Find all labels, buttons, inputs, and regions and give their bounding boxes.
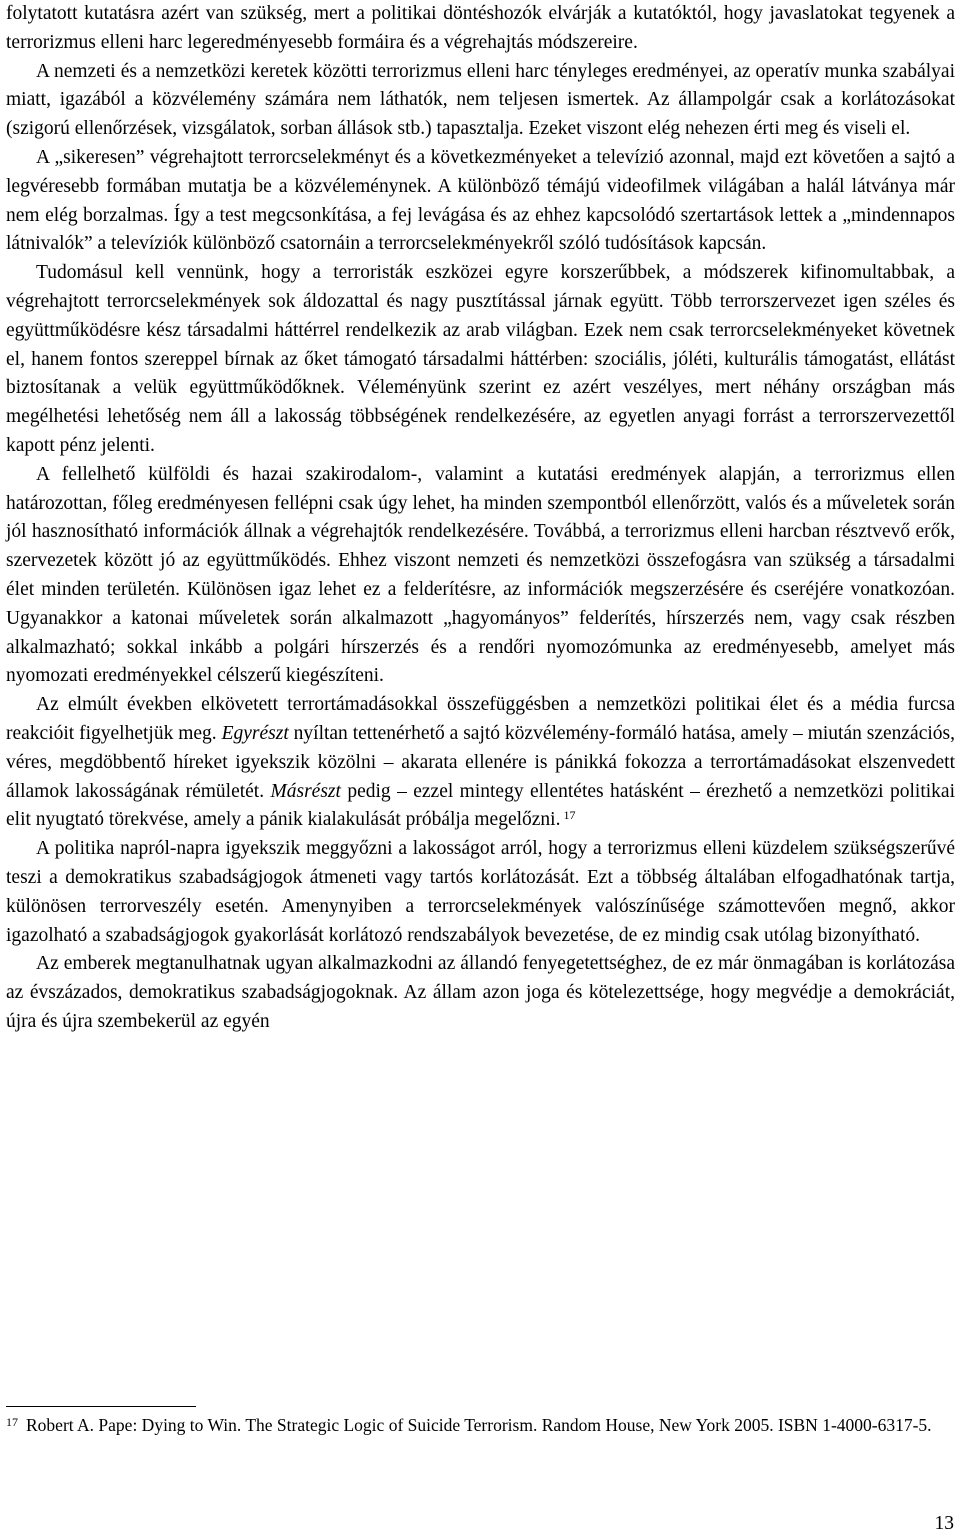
paragraph <box>6 691 955 835</box>
paragraph <box>6 144 955 259</box>
paragraph-text: A nemzeti és a nemzetközi keretek közötti terrorizmus elleni harc tényleges eredményei, az operatív munka szabályai miatt, igazából a közvélemény számára nem láthatók, nem teljesen ismertek. Az állampolgár csak a korlátozásokat (szigorú ellenőrzések, vizsgálatok, sorban állások stb.) tapasztalja. Ezeket viszont elég nehezen érti meg és viseli el. <box>6 60 955 140</box>
paragraph <box>6 835 955 950</box>
document-body <box>6 0 955 1037</box>
paragraph-text: A „sikeresen” végrehajtott terrorcselekményt és a következményeket a televízió azonnal, majd ezt követően a sajtó a legvéresebb formában mutatja be a közvéleménynek. A különböző témájú videofilmek világában a halál látványa már nem elég borzalmas. Így a test megcsonkítása, a fej levágása és az ehhez kapcsolódó szertartások lettek a „mindennapos látnivalók” a televíziók különböző csatornáin a terrorcselekményekről szóló tudósítások kapcsán. <box>6 146 955 255</box>
paragraph <box>6 461 955 691</box>
paragraph-text: Az elmúlt években elkövetett terrortámadásokkal összefüggésben a nemzetközi politikai élet és a média furcsa reakcióit figyelhetjük meg. <box>6 694 955 744</box>
footnote-reference: 17 <box>563 808 576 823</box>
emphasis-text: Másrészt <box>270 780 341 802</box>
paragraph-text: pedig – ezzel mintegy ellentétes hatásként – érezhető a nemzetközi politikai elit nyugtató törekvése, amely a pánik kialakulását próbálja megelőzni. <box>6 780 955 831</box>
footnote-text: Robert A. Pape: Dying to Win. The Strategic Logic of Suicide Terrorism. Random House, New York 2005. ISBN 1-4000-6317-5. <box>26 1415 932 1435</box>
paragraph-text: nyíltan tettenérhető a sajtó közvélemény-formáló hatása, amely – miután szenzációs, véres, megdöbbentő híreket igyekszik közölni – akarata ellenére is pánikká fokozza a terrortámadásokat elszenvedett államok lakosságának rémületét. <box>6 722 956 802</box>
emphasis-text: Egyrészt <box>221 722 289 744</box>
paragraph <box>6 259 955 461</box>
footnote <box>6 1412 955 1438</box>
footnote-number: 17 <box>6 1415 18 1429</box>
footnote-separator <box>6 1406 196 1407</box>
paragraph <box>6 0 955 58</box>
paragraph-text: folytatott kutatásra azért van szükség, mert a politikai döntéshozók elvárják a kutatóktól, hogy javaslatokat tegyenek a terrorizmus elleni harc legeredményesebb formáira és a végrehajtás módszereire. <box>6 3 955 53</box>
paragraph-text: Tudomásul kell vennünk, hogy a terroristák eszközei egyre korszerűbbek, a módszerek kifinomultabbak, a végrehajtott terrorcselekmények sok áldozattal és nagy pusztítással járnak együtt. Több terrorszervezet igen széles és együttműködésre kész társadalmi háttérrel rendelkezik az arab világban. Ezek nem csak terrorcselekményeket követnek el, hanem fontos szereppel bírnak az őket támogató társadalmi háttérben: szociális, jóléti, kulturális támogatást, ellátást biztosítanak a velük együttműködőknek. Véleményünk szerint ez azért veszélyes, mert néhány országban más megélhetési lehetőség nem áll a lakosság többségének rendelkezésére, az egyetlen anyagi forrást a terrorszervezettől kapott pénz jelenti. <box>6 262 955 456</box>
page-number: 13 <box>934 1513 954 1534</box>
paragraph <box>6 58 955 144</box>
paragraph-text: Az emberek megtanulhatnak ugyan alkalmazkodni az állandó fenyegetettséghez, de ez már önmagában is korlátozása az évszázados, demokratikus szabadságjogoknak. Az állam azon joga és kötelezettsége, hogy megvédje a demokráciát, újra és újra szembekerül az egyén <box>6 953 955 1032</box>
paragraph-text: A fellelhető külföldi és hazai szakirodalom-, valamint a kutatási eredmények alapján, a terrorizmus ellen határozottan, főleg eredményesen fellépni csak úgy lehet, ha minden szempontból ellenőrzött, valós és a műveletek során jól hasznosítható információk állnak a végrehajtók rendelkezésére. Továbbá, a terrorizmus elleni harcban résztvevő erők, szervezetek között jó az együttműködés. Ehhez viszont nemzeti és nemzetközi összefogásra van szükség a társadalmi élet minden területén. Különösen igaz lehet ez a felderítésre, az információk megszerzésére és cseréjére vonatkozóan. Ugyanakkor a katonai műveletek során alkalmazott „hagyományos” felderítés, hírszerzés nem, vagy csak részben alkalmazható; sokkal inkább a polgári hírszerzés és a rendőri nyomozómunka az eredményesebb, amelyet más nyomozati eredményekkel célszerű kiegészíteni. <box>6 463 955 687</box>
paragraph <box>6 950 955 1036</box>
paragraph-text: A politika napról-napra igyekszik meggyőzni a lakosságot arról, hogy a terrorizmus elleni küzdelem szükségszerűvé teszi a demokratikus szabadságjogok átmeneti vagy tartós korlátozását. Ezt a többség általában elfogadhatónak tartja, különösen terrorveszély esetén. Amenynyiben a terrorcselekmények valószínűsége számottevően megnő, akkor igazolható a szabadságjogok gyakorlását korlátozó rendszabályok bevezetése, de ez mindig csak utólag bizonyítható. <box>6 838 955 946</box>
